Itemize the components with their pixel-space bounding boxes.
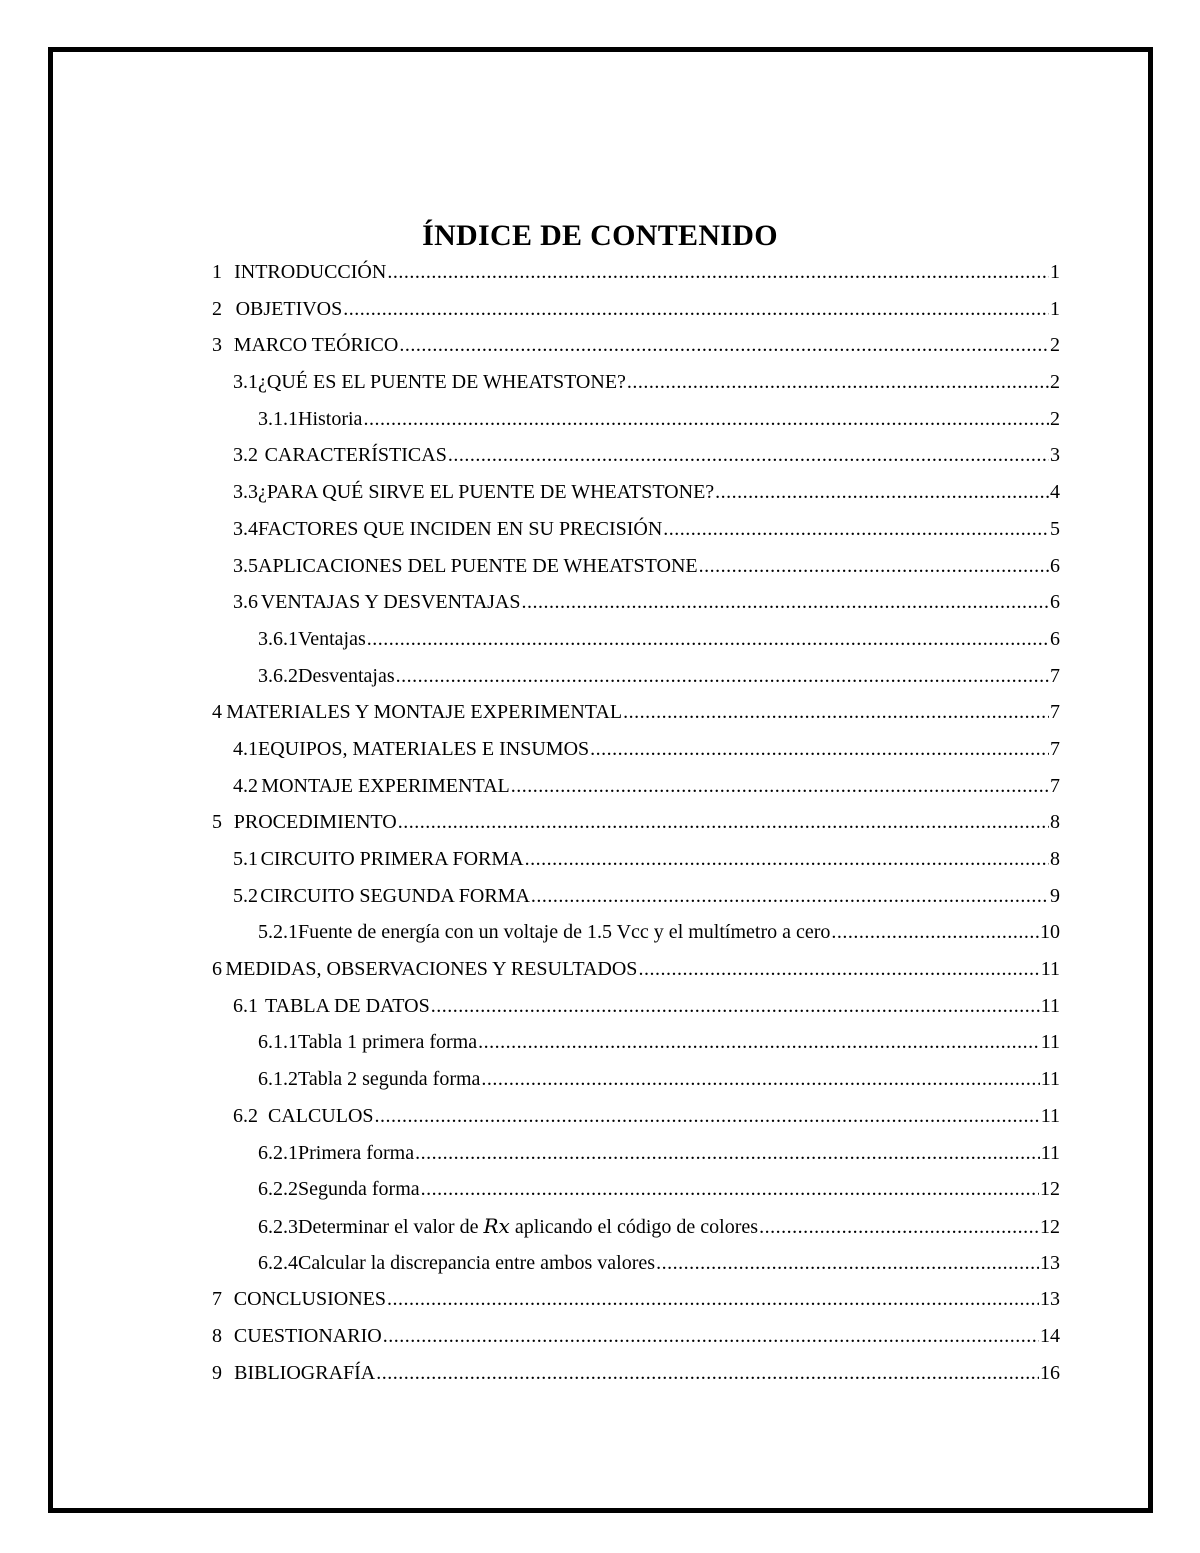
toc-entry-number: 3.2 (233, 444, 258, 467)
toc-entry-label: Tabla 2 segunda forma (298, 1068, 481, 1091)
toc-entry-page-number: 6 (1050, 554, 1060, 577)
toc-dot-leader (376, 1355, 1039, 1392)
toc-dot-leader (590, 731, 1049, 768)
toc-entry-page-number: 11 (1040, 958, 1060, 981)
toc-entry[interactable] (212, 988, 1060, 1025)
toc-dot-leader (511, 768, 1049, 805)
toc-entry-number: 6.2.4 (258, 1251, 298, 1274)
toc-entry-label-part: aplicando el código de colores (509, 1215, 759, 1238)
toc-entry-number: 6.1.2 (258, 1068, 298, 1091)
toc-entry[interactable] (212, 1208, 1060, 1245)
toc-entry[interactable] (212, 511, 1060, 548)
toc-entry[interactable] (212, 914, 1060, 951)
toc-title: ÍNDICE DE CONTENIDO (422, 219, 778, 252)
toc-entry-label: INTRODUCCIÓN (234, 261, 387, 283)
toc-entry-number: 4.1 (233, 737, 258, 760)
toc-entry-number: 3.6 (233, 591, 258, 614)
toc-entry-number: 6 (212, 958, 222, 981)
toc-entry-page-number: 1 (1050, 297, 1060, 320)
toc-entry[interactable] (212, 658, 1060, 695)
toc-entry-label: OBJETIVOS (235, 297, 343, 320)
toc-entry[interactable] (212, 878, 1060, 915)
toc-entry-page-number: 13 (1040, 1288, 1060, 1311)
toc-dot-leader (521, 584, 1049, 621)
toc-entry-number: 3.6.2 (258, 664, 298, 687)
toc-entry-number: 2 (212, 297, 222, 320)
toc-entry-label: CIRCUITO SEGUNDA FORMA (260, 884, 530, 907)
toc-entry-page-number: 10 (1040, 921, 1060, 944)
toc-entry-label: FACTORES QUE INCIDEN EN SU PRECISIÓN (258, 517, 663, 540)
toc-entry[interactable] (212, 768, 1060, 805)
toc-dot-leader (831, 914, 1039, 951)
toc-dot-leader (663, 511, 1049, 548)
toc-entry[interactable] (212, 1135, 1060, 1172)
toc-entry-label: EQUIPOS, MATERIALES E INSUMOS (258, 737, 590, 760)
toc-dot-leader (715, 474, 1049, 511)
toc-entry-number: 5 (212, 811, 222, 834)
toc-entry-label: Primera forma (298, 1141, 415, 1164)
toc-entry-number: 3.3 (233, 481, 258, 504)
toc-entry-page-number: 2 (1050, 407, 1060, 430)
toc-entry-number: 4.2 (233, 774, 258, 797)
toc-entry[interactable] (212, 548, 1060, 585)
toc-dot-leader (421, 1171, 1039, 1208)
toc-entry[interactable] (212, 1318, 1060, 1355)
toc-entry-page-number: 12 (1040, 1178, 1060, 1201)
toc-entry-page-number: 7 (1050, 664, 1060, 687)
toc-entry-label: TABLA DE DATOS (265, 994, 430, 1017)
toc-dot-leader (363, 401, 1049, 438)
toc-entry-page-number: 11 (1040, 1104, 1060, 1127)
toc-entry-number: 6.1.1 (258, 1031, 298, 1054)
toc-dot-leader (396, 658, 1049, 695)
toc-entry-number: 3.1 (233, 371, 258, 394)
toc-entry[interactable] (212, 254, 1060, 291)
toc-dot-leader (415, 1135, 1040, 1172)
toc-entry[interactable] (212, 804, 1060, 841)
toc-entry[interactable] (212, 694, 1060, 731)
toc-entry-label: CARACTERÍSTICAS (264, 444, 447, 467)
toc-entry-page-number: 11 (1040, 1031, 1060, 1054)
toc-entry-number: 3.4 (233, 517, 258, 540)
toc-entry-label: Desventajas (298, 664, 395, 687)
toc-entry-page-number: 8 (1050, 848, 1060, 870)
toc-entry-label: CONCLUSIONES (233, 1288, 387, 1311)
toc-entry-page-number: 7 (1050, 701, 1060, 724)
toc-entry-page-number: 11 (1040, 1068, 1060, 1091)
toc-dot-leader (387, 1281, 1039, 1318)
toc-entry-label: Calcular la discrepancia entre ambos valores (298, 1251, 656, 1274)
toc-entry-label: ¿PARA QUÉ SIRVE EL PUENTE DE WHEATSTONE? (258, 481, 715, 504)
toc-entry-number: 5.1 (233, 848, 258, 870)
toc-entry[interactable] (212, 1171, 1060, 1208)
toc-entry-label: BIBLIOGRAFÍA (234, 1361, 376, 1384)
toc-dot-leader (759, 1209, 1039, 1246)
toc-entry-label-part: Determinar el valor de (298, 1215, 484, 1238)
toc-entry-number: 7 (212, 1288, 222, 1311)
toc-entry-number: 6.2 (233, 1104, 258, 1127)
toc-entry-page-number: 13 (1040, 1251, 1060, 1274)
toc-dot-leader (387, 254, 1049, 291)
toc-entry-number: 6.2.2 (258, 1178, 298, 1201)
toc-entry-number: 6.2.3 (258, 1215, 298, 1238)
toc-entry-page-number: 6 (1050, 591, 1060, 614)
toc-entry[interactable] (212, 731, 1060, 768)
toc-entry[interactable] (212, 1355, 1060, 1392)
toc-entry[interactable] (212, 584, 1060, 621)
toc-entry[interactable] (212, 1281, 1060, 1318)
toc-entry-label: Ventajas (298, 627, 366, 650)
toc-entry-page-number: 2 (1050, 371, 1060, 394)
toc-entry[interactable] (212, 437, 1060, 474)
toc-entry-label: Tabla 1 primera forma (298, 1031, 478, 1054)
toc-entry[interactable] (212, 841, 1060, 878)
toc-entry[interactable] (212, 364, 1060, 401)
toc-dot-leader (367, 621, 1049, 658)
toc-dot-leader (448, 437, 1049, 474)
toc-entry-page-number: 11 (1040, 1141, 1060, 1164)
toc-entry-label: APLICACIONES DEL PUENTE DE WHEATSTONE (258, 554, 698, 577)
toc-entry-page-number: 4 (1050, 481, 1060, 504)
toc-dot-leader (343, 291, 1049, 328)
toc-dot-leader (627, 364, 1049, 401)
toc-entry-number: 3.6.1 (258, 627, 298, 650)
toc-entry-number: 3.1.1 (258, 407, 298, 430)
toc-entry-label: MATERIALES Y MONTAJE EXPERIMENTAL (226, 701, 623, 724)
toc-entry[interactable] (212, 621, 1060, 658)
toc-entry-number: 1 (212, 261, 222, 283)
toc-dot-leader (398, 804, 1049, 841)
toc-entry-label-math: Rx (483, 1213, 510, 1238)
toc-dot-leader (399, 327, 1049, 364)
toc-entry-label: CALCULOS (267, 1104, 374, 1127)
toc-dot-leader (375, 1098, 1040, 1135)
toc-entry-page-number: 7 (1050, 774, 1060, 797)
toc-entry-label: CIRCUITO PRIMERA FORMA (260, 848, 524, 870)
toc-entry-page-number: 2 (1050, 334, 1060, 357)
toc-entry-page-number: 1 (1050, 261, 1060, 283)
toc-entry-number: 3.5 (233, 554, 258, 577)
toc-entry-label (298, 1208, 758, 1246)
toc-dot-leader (481, 1061, 1039, 1098)
toc-entry-number: 5.2.1 (258, 921, 298, 944)
toc-entry-label: VENTAJAS Y DESVENTAJAS (260, 591, 521, 614)
toc-list (212, 254, 1060, 1391)
toc-dot-leader (478, 1024, 1040, 1061)
toc-entry-label: ¿QUÉ ES EL PUENTE DE WHEATSTONE? (258, 371, 626, 394)
toc-entry-page-number: 7 (1050, 737, 1060, 760)
toc-entry-page-number: 14 (1040, 1324, 1060, 1347)
toc-entry-number: 6.1 (233, 994, 258, 1017)
toc-entry-number: 4 (212, 701, 222, 724)
toc-entry-label: CUESTIONARIO (233, 1324, 382, 1347)
toc-entry-label: PROCEDIMIENTO (233, 811, 397, 834)
toc-entry-page-number: 5 (1050, 517, 1060, 540)
toc-entry-label: MEDIDAS, OBSERVACIONES Y RESULTADOS (225, 958, 638, 981)
toc-entry-page-number: 8 (1050, 811, 1060, 834)
toc-entry-page-number: 11 (1040, 994, 1060, 1017)
toc-entry-number: 6.2.1 (258, 1141, 298, 1164)
toc-entry[interactable] (212, 474, 1060, 511)
toc-dot-leader (383, 1318, 1039, 1355)
toc-dot-leader (656, 1245, 1039, 1282)
toc-entry[interactable] (212, 1245, 1060, 1282)
toc-entry-label: Segunda forma (298, 1178, 420, 1201)
toc-dot-leader (525, 841, 1049, 878)
toc-entry-page-number: 12 (1040, 1215, 1060, 1238)
toc-entry[interactable] (212, 401, 1060, 438)
toc-entry[interactable] (212, 291, 1060, 328)
toc-entry-label: Fuente de energía con un voltaje de 1.5 Vcc y el multímetro a cero (298, 921, 831, 944)
toc-entry-label: MARCO TEÓRICO (233, 334, 399, 357)
toc-entry[interactable] (212, 1024, 1060, 1061)
toc-dot-leader (431, 988, 1040, 1025)
toc-dot-leader (699, 548, 1049, 585)
toc-entry[interactable] (212, 1061, 1060, 1098)
toc-entry-number: 8 (212, 1324, 222, 1347)
toc-entry-page-number: 9 (1050, 884, 1060, 907)
toc-entry[interactable] (212, 1098, 1060, 1135)
toc-entry-page-number: 6 (1050, 627, 1060, 650)
toc-entry-number: 3 (212, 334, 222, 357)
toc-entry-page-number: 3 (1050, 444, 1060, 467)
toc-dot-leader (531, 878, 1049, 915)
toc-entry[interactable] (212, 951, 1060, 988)
toc-entry-number: 5.2 (233, 884, 258, 907)
toc-dot-leader (623, 694, 1049, 731)
toc-entry-label: MONTAJE EXPERIMENTAL (261, 774, 510, 797)
toc-entry-page-number: 16 (1040, 1361, 1060, 1384)
toc-entry-label: Historia (298, 407, 363, 430)
toc-entry[interactable] (212, 327, 1060, 364)
toc-dot-leader (638, 951, 1039, 988)
toc-entry-number: 9 (212, 1361, 222, 1384)
